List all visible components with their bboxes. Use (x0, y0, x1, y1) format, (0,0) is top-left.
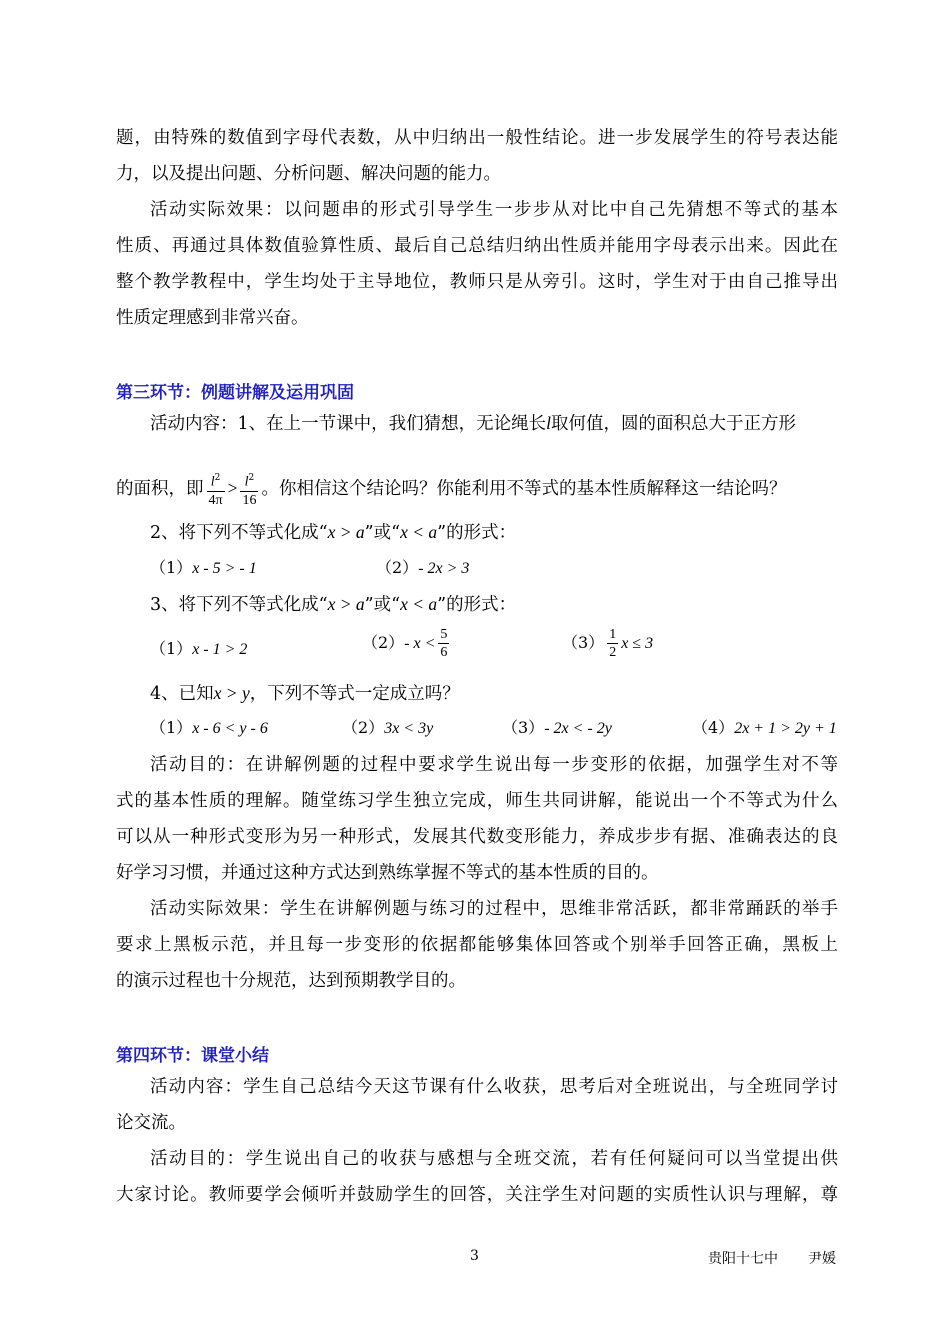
item-label: （2） (376, 558, 419, 577)
footer-author: 尹媛 (808, 1251, 836, 1267)
footer-school: 贵阳十七中 (708, 1251, 778, 1267)
form-x-gt-a: x > a (327, 594, 365, 614)
paragraph-line: 活动实际效果：学生在讲解例题与练习的过程中，思维非常活跃，都非常踊跃的举手 (150, 899, 838, 919)
question-1-line (150, 411, 838, 436)
item-expr: 2x + 1 > 2y + 1 (734, 720, 837, 737)
frac-exp: 2 (214, 473, 221, 483)
item-expr: - 2x > 3 (418, 560, 470, 577)
frac-num: 1 (609, 627, 617, 642)
question-1-text: 活动内容：1、在上一节课中，我们猜想，无论绳长 (150, 414, 547, 434)
question-3-end: ”的形式： (437, 595, 517, 615)
paragraph-line: 性质定理感到非常兴奋。 (116, 308, 309, 328)
item-label: （2） (362, 633, 405, 652)
question-3-item-2 (362, 626, 452, 661)
question-3-line (150, 592, 838, 617)
paragraph-line: 要求上黑板示范，并且每一步变形的依据都能够集体回答或个别举手回答正确，黑板上 (116, 935, 838, 955)
question-3-item-1 (150, 637, 247, 662)
question-1-text-prefix: 的面积，即 (116, 478, 204, 499)
fraction-circle-area (207, 470, 225, 509)
question-2-end: ”的形式： (437, 523, 517, 543)
question-4-item-1 (150, 716, 268, 741)
paragraph-line: 整个教学教程中，学生均处于主导地位，教师只是从旁引。这时，学生对于由自己推导出 (116, 272, 838, 292)
item-expr: x - 6 < y - 6 (192, 720, 268, 737)
var-l: l (546, 413, 552, 433)
item-label: （1） (150, 558, 193, 577)
paragraph-line: 活动目的：学生说出自己的收获与感想与全班交流，若有任何疑问可以当堂提出供 (150, 1149, 838, 1169)
paragraph-line: 论交流。 (116, 1113, 186, 1133)
paragraph-line: 式的基本性质的理解。随堂练习学生独立完成，师生共同讲解，能说出一个不等式为什么 (116, 791, 838, 811)
item-label: （1） (150, 718, 193, 737)
page-number: 3 (470, 1248, 479, 1264)
item-expr: - 2x < - 2y (544, 720, 612, 737)
frac-num: 5 (440, 627, 448, 642)
frac-den: 4π (208, 492, 223, 508)
question-2-item-1 (150, 556, 257, 581)
frac-num: l (244, 474, 249, 490)
item-label: （3） (562, 633, 605, 652)
paragraph-line: 活动目的：在讲解例题的过程中要求学生说出每一步变形的依据，加强学生对不等 (150, 755, 838, 775)
question-2-item-2 (376, 556, 469, 581)
paragraph-line: 活动内容：学生自己总结今天这节课有什么收获，思考后对全班说出，与全班同学讨 (150, 1077, 838, 1097)
item-expr: x - 1 > 2 (192, 641, 248, 658)
form-x-lt-a: x < a (400, 594, 438, 614)
paragraph-line: 可以从一种形式变形为另一种形式，发展其代数变形能力，养成步步有据、准确表达的良 (116, 827, 838, 847)
question-4-line (150, 681, 838, 706)
item-expr: x - 5 > - 1 (192, 560, 257, 577)
item-expr: x ≤ 3 (621, 635, 654, 652)
item-expr: 3x < 3y (384, 720, 434, 737)
question-2-line (150, 520, 838, 545)
question-1-formula-line (116, 470, 838, 509)
form-x-gt-a: x > a (327, 522, 365, 542)
or-text: ”或“ (364, 523, 401, 543)
frac-num: l (210, 474, 215, 490)
item-label: （3） (502, 718, 545, 737)
question-2-text: 2、将下列不等式化成“ (150, 523, 328, 543)
paragraph-line: 大家讨论。教师要学会倾听并鼓励学生的回答，关注学生对问题的实质性认识与理解，尊 (116, 1185, 838, 1205)
paragraph-line: 活动实际效果：以问题串的形式引导学生一步步从对比中自己先猜想不等式的基本 (150, 200, 838, 220)
question-3-item-3 (562, 626, 653, 661)
item-expr: - x < (404, 635, 436, 652)
question-3-text: 3、将下列不等式化成“ (150, 595, 328, 615)
form-x-lt-a: x < a (400, 522, 438, 542)
paragraph-line: 性质、再通过具体数值验算性质、最后自己总结归纳出性质并能用字母表示出来。因此在 (116, 236, 838, 256)
item-label: （4） (692, 718, 735, 737)
question-4-item-3 (502, 716, 612, 741)
frac-den: 16 (242, 492, 257, 508)
question-4-text: 4、已知 (150, 684, 214, 704)
item-label: （2） (342, 718, 385, 737)
fraction-one-half (607, 626, 618, 661)
fraction-five-sixths (438, 626, 449, 661)
frac-den: 2 (609, 645, 617, 660)
frac-den: 6 (440, 645, 448, 660)
condition-x-gt-y: x > y (213, 683, 250, 703)
paragraph-line: 力，以及提出问题、分析问题、解决问题的能力。 (116, 164, 501, 184)
gt-sign: > (227, 477, 238, 498)
paragraph-line: 好学习习惯，并通过这种方式达到熟练掌握不等式的基本性质的目的。 (116, 863, 659, 883)
item-label: （1） (150, 639, 193, 658)
question-1-text-suffix: 。你相信这个结论吗？你能利用不等式的基本性质解释这一结论吗？ (261, 478, 787, 499)
fraction-square-area (240, 470, 258, 509)
paragraph-line: 的演示过程也十分规范，达到预期教学目的。 (116, 971, 466, 991)
section-heading: 第三环节：例题讲解及运用巩固 (116, 383, 354, 403)
or-text: ”或“ (364, 595, 401, 615)
paragraph-line: 题，由特殊的数值到字母代表数，从中归纳出一般性结论。进一步发展学生的符号表达能 (116, 128, 838, 148)
question-4-item-4 (692, 716, 837, 741)
question-1-text-cont: 取何值，圆的面积总大于正方形 (551, 414, 797, 434)
question-4-item-2 (342, 716, 433, 741)
frac-exp: 2 (248, 473, 255, 483)
section-heading: 第四环节：课堂小结 (116, 1046, 269, 1066)
question-4-text-cont: ，下列不等式一定成立吗？ (249, 684, 460, 704)
